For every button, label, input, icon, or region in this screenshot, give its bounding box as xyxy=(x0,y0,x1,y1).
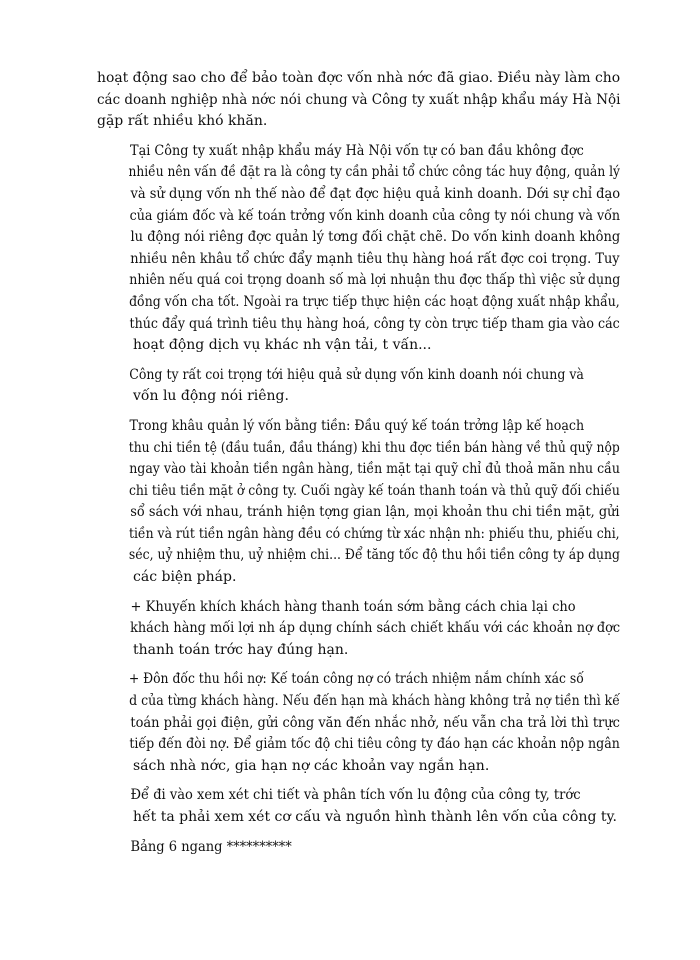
text-line: séc, uỷ nhiệm thu, uỷ nhiệm chi... Để tăng tốc độ thu hồi tiền công ty áp dụng xyxy=(128,547,620,564)
text-line: thúc đẩy quá trình tiêu thụ hàng hoá, công ty còn trực tiếp tham gia vào các xyxy=(129,315,620,332)
text-line: + Khuyến khích khách hàng thanh toán sớm bằng cách chia lại cho xyxy=(130,598,576,615)
text-line: lu động nói riêng đợc quản lý tơng đối chặt chẽ. Do vốn kinh doanh không xyxy=(130,229,621,246)
text-line: vốn lu động nói riêng. xyxy=(133,388,289,405)
text-line: đồng vốn cha tốt. Ngoài ra trực tiếp thực hiện các hoạt động xuất nhập khẩu, xyxy=(129,293,620,310)
paragraph-3 xyxy=(97,365,620,408)
text-line: Để đi vào xem xét chi tiết và phân tích vốn lu động của công ty, trớc xyxy=(130,787,581,804)
paragraph-5 xyxy=(97,597,620,662)
text-line: và sử dụng vốn nh thế nào để đạt đợc hiệu quả kinh doanh. Dới sự chỉ đạo xyxy=(130,185,621,202)
paragraph-6 xyxy=(97,669,620,777)
text-line: thanh toán trớc hay đúng hạn. xyxy=(133,641,349,658)
text-line: Tại Công ty xuất nhập khẩu máy Hà Nội vốn tự có ban đầu không đợc xyxy=(130,142,584,159)
text-line: hết ta phải xem xét cơ cấu và nguồn hình thành lên vốn của công ty. xyxy=(133,809,617,825)
text-line: toán phải gọi điện, gửi công văn đến nhắc nhở, nếu vẫn cha trả lời thì trực xyxy=(130,714,620,731)
paragraph-4 xyxy=(97,416,620,589)
paragraph-8 xyxy=(97,837,620,859)
text-line: Công ty rất coi trọng tới hiệu quả sử dụng vốn kinh doanh nói chung và xyxy=(129,366,584,383)
text-line: nhiều nên khâu tổ chức đẩy mạnh tiêu thụ hàng hoá rất đợc coi trọng. Tuy xyxy=(130,250,620,267)
text-line: tiếp đến đòi nợ. Để giảm tốc độ chi tiêu công ty đáo hạn các khoản nộp ngân xyxy=(129,736,620,753)
text-line: các biện pháp. xyxy=(133,569,237,586)
paragraph-2 xyxy=(97,141,620,357)
text-line: chi tiêu tiền mặt ở công ty. Cuối ngày kế toán thanh toán và thủ quỹ đối chiếu xyxy=(128,482,620,499)
text-line: hoạt động sao cho để bảo toàn đợc vốn nhà nớc đã giao. Điều này làm cho xyxy=(97,70,621,86)
text-line: của giám đốc và kế toán trởng vốn kinh doanh của công ty nói chung và vốn xyxy=(129,207,621,224)
text-line: các doanh nghiệp nhà nớc nói chung và Công ty xuất nhập khẩu máy Hà Nội xyxy=(97,91,621,108)
text-line: tiền và rút tiền ngân hàng đều có chứng từ xác nhận nh: phiếu thu, phiếu chi, xyxy=(128,525,620,542)
text-line: + Đôn đốc thu hồi nợ: Kế toán công nợ có trách nhiệm nắm chính xác số xyxy=(128,671,584,688)
text-line: gặp rất nhiều khó khăn. xyxy=(97,113,268,130)
text-line: d của từng khách hàng. Nếu đến hạn mà khách hàng không trả nợ tiền thì kế xyxy=(129,693,620,710)
paragraph-1 xyxy=(97,68,620,133)
text-line: nhiều nên vấn đề đặt ra là công ty cần phải tổ chức công tác huy động, quản lý xyxy=(128,164,620,181)
text-line: ngay vào tài khoản tiền ngân hàng, tiền mặt tại quỹ chỉ đủ thoả mãn nhu cầu xyxy=(129,461,620,478)
text-line: khách hàng mối lợi nh áp dụng chính sách chiết khấu với các khoản nợ đợc xyxy=(130,620,621,637)
document-body xyxy=(97,68,620,858)
text-line: Trong khâu quản lý vốn bằng tiền: Đầu quý kế toán trởng lập kế hoạch xyxy=(129,417,585,434)
text-line: sách nhà nớc, gia hạn nợ các khoản vay ngắn hạn. xyxy=(133,757,490,774)
paragraph-7 xyxy=(97,785,620,828)
text-line: sổ sách với nhau, tránh hiện tợng gian lận, mọi khoản thu chi tiền mặt, gửi xyxy=(130,504,620,521)
text-line: nhiên nếu quá coi trọng doanh số mà lợi nhuận thu đợc thấp thì việc sử dụng xyxy=(129,272,621,289)
text-line: hoạt động dịch vụ khác nh vận tải, t vấn... xyxy=(133,337,432,354)
text-line: thu chi tiền tệ (đầu tuần, đầu tháng) khi thu đợc tiền bán hàng về thủ quỹ nộp xyxy=(128,439,620,456)
table-reference-line: Bảng 6 ngang ********** xyxy=(130,838,292,855)
